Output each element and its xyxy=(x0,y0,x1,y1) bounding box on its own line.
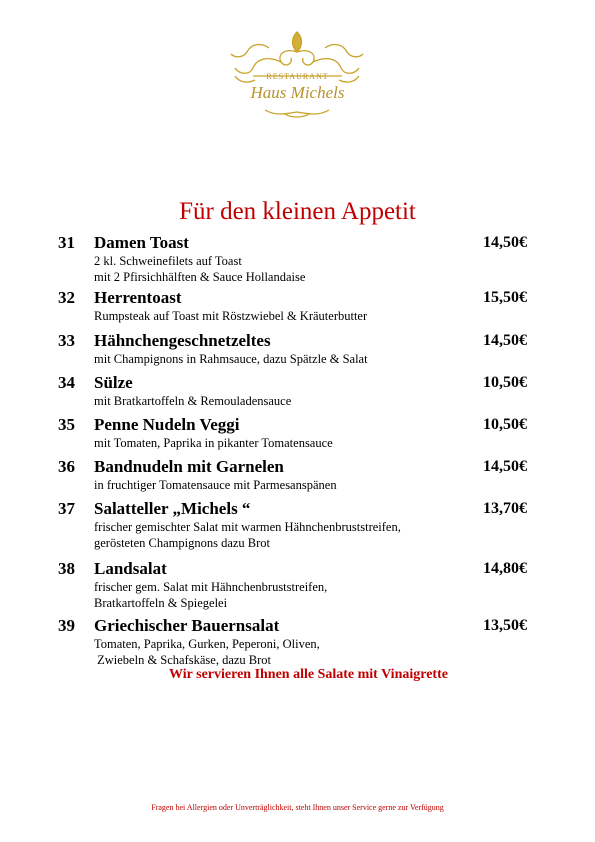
item-description-line: in fruchtiger Tomatensauce mit Parmesanspänen xyxy=(94,478,337,492)
item-number: 32 xyxy=(58,288,75,307)
item-number: 37 xyxy=(58,499,75,518)
item-name: Sülze xyxy=(94,373,133,392)
item-number: 35 xyxy=(58,415,75,434)
allergy-footer: Fragen bei Allergien oder Unverträglichkeit, steht Ihnen unser Service gerne zur Verfügung xyxy=(151,803,444,812)
item-description xyxy=(94,579,327,611)
item-price: 13,70€ xyxy=(483,500,527,517)
item-description-line: Bratkartoffeln & Spiegelei xyxy=(94,596,228,610)
item-description-line: frischer gem. Salat mit Hähnchenbruststreifen, xyxy=(94,580,328,594)
item-description-line: mit Champignons in Rahmsauce, dazu Spätzle & Salat xyxy=(94,352,368,366)
item-price: 14,50€ xyxy=(483,234,527,251)
item-description-line: mit Tomaten, Paprika in pikanter Tomatensauce xyxy=(94,436,333,450)
item-name: Landsalat xyxy=(94,559,167,578)
item-number: 36 xyxy=(58,457,75,476)
item-price: 14,50€ xyxy=(483,332,527,349)
item-description-line: mit 2 Pfirsichhälften & Sauce Hollandaise xyxy=(94,270,306,284)
item-description-line: mit Bratkartoffeln & Remouladensauce xyxy=(94,394,292,408)
item-price: 14,80€ xyxy=(483,560,527,577)
item-description-line: Zwiebeln & Schafskäse, dazu Brot xyxy=(94,653,272,667)
item-description-line: gerösteten Champignons dazu Brot xyxy=(94,536,271,550)
item-description-line: Rumpsteak auf Toast mit Röstzwiebel & Kräuterbutter xyxy=(94,309,368,323)
item-name: Herrentoast xyxy=(94,288,182,307)
item-number: 33 xyxy=(58,331,75,350)
item-description xyxy=(94,351,368,367)
item-name: Penne Nudeln Veggi xyxy=(94,415,240,434)
item-description xyxy=(94,636,320,668)
item-description xyxy=(94,519,401,551)
restaurant-logo xyxy=(225,28,370,120)
item-name: Bandnudeln mit Garnelen xyxy=(94,457,284,476)
item-description-line: frischer gemischter Salat mit warmen Hähnchenbruststreifen, xyxy=(94,520,401,534)
item-description xyxy=(94,435,333,451)
item-price: 10,50€ xyxy=(483,374,527,391)
item-price: 15,50€ xyxy=(483,289,527,306)
item-number: 31 xyxy=(58,233,75,252)
item-description xyxy=(94,393,291,409)
item-number: 38 xyxy=(58,559,75,578)
item-name: Hähnchengeschnetzeltes xyxy=(94,331,271,350)
logo-line-1: RESTAURANT xyxy=(266,72,329,81)
logo-line-2: Haus Michels xyxy=(250,83,345,102)
item-price: 10,50€ xyxy=(483,416,527,433)
item-description xyxy=(94,308,367,324)
item-price: 14,50€ xyxy=(483,458,527,475)
item-description xyxy=(94,477,337,493)
item-name: Griechischer Bauernsalat xyxy=(94,616,280,635)
item-description xyxy=(94,253,305,285)
item-description-line: Tomaten, Paprika, Gurken, Peperoni, Oliven, xyxy=(94,637,320,651)
item-number: 34 xyxy=(58,373,75,392)
page-title: Für den kleinen Appetit xyxy=(179,198,416,225)
item-price: 13,50€ xyxy=(483,617,527,634)
item-name: Salatteller „Michels “ xyxy=(94,499,251,518)
salad-note: Wir servieren Ihnen alle Salate mit Vinaigrette xyxy=(169,667,448,682)
item-name: Damen Toast xyxy=(94,233,189,252)
item-description-line: 2 kl. Schweinefilets auf Toast xyxy=(94,254,242,268)
item-number: 39 xyxy=(58,616,75,635)
